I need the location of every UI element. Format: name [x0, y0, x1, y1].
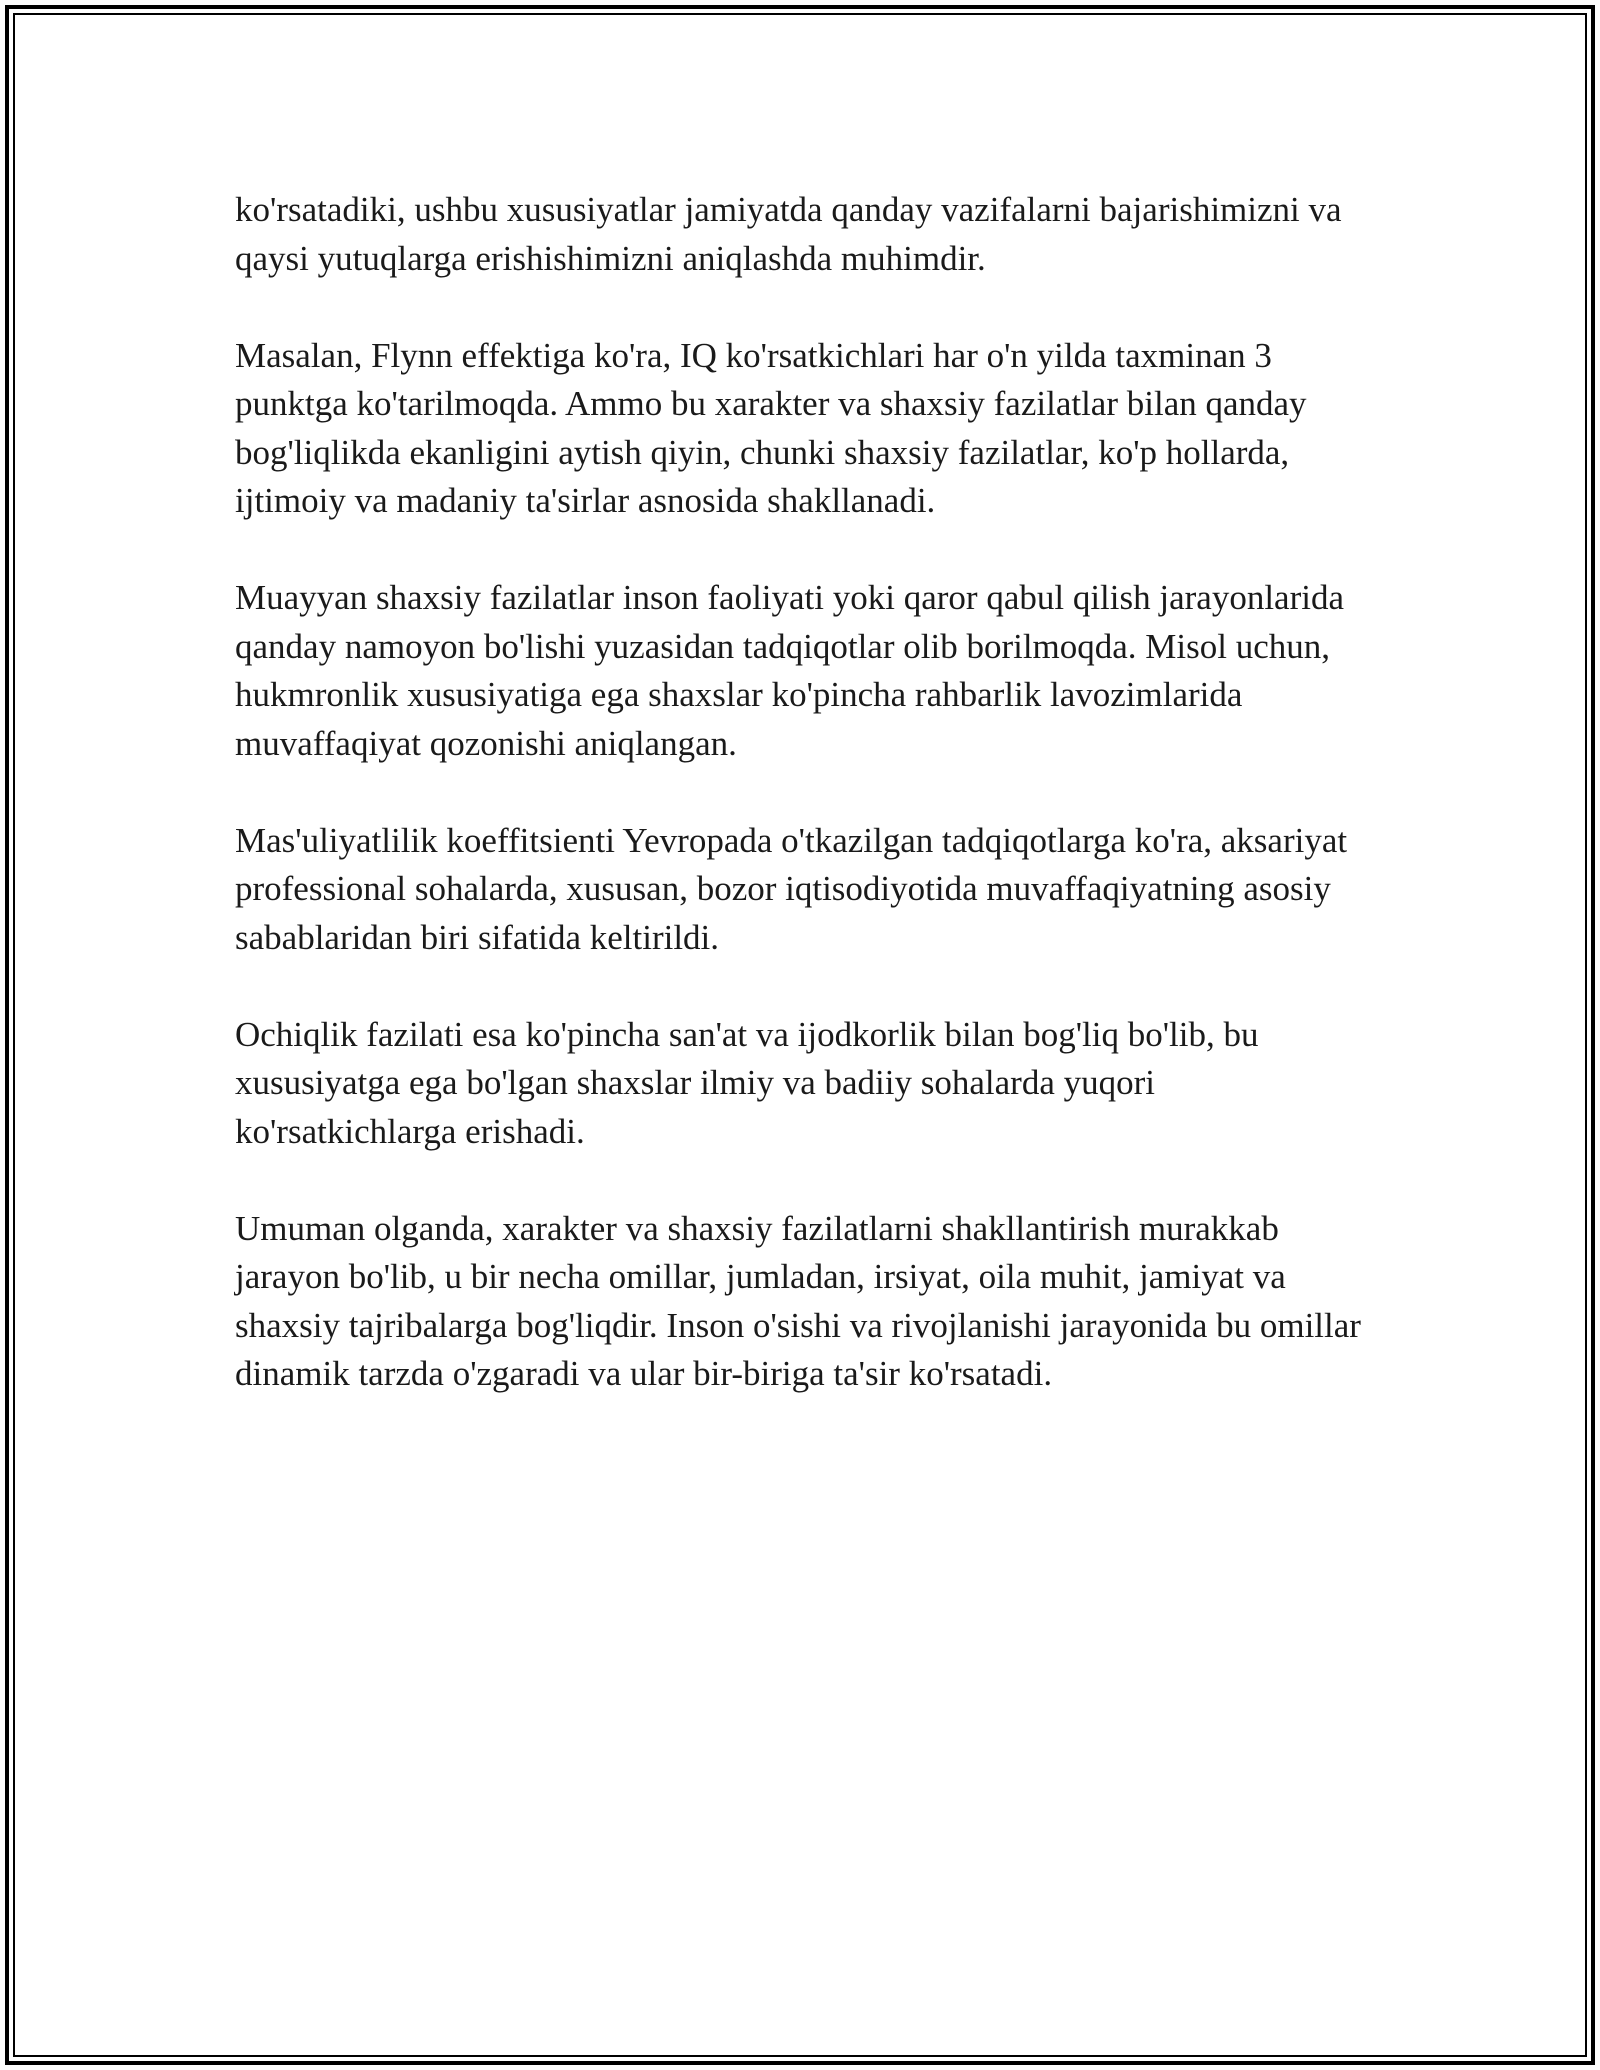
- document-body: [235, 186, 1375, 1399]
- paragraph-5: Ochiqlik fazilati esa ko'pincha san'at va ijodkorlik bilan bog'liq bo'lib, bu xususiyatga ega bo'lgan shaxslar ilmiy va badiiy sohalarda yuqori ko'rsatkichlarga erishadi.: [235, 1014, 1259, 1151]
- paragraph-4: Mas'uliyatlilik koeffitsienti Yevropada o'tkazilgan tadqiqotlarga ko'ra, aksariyat professional sohalarda, xususan, bozor iqtisodiyotida muvaffaqiyatning asosiy sabablaridan biri sifatida keltirildi.: [235, 820, 1348, 957]
- paragraph-1: ko'rsatadiki, ushbu xususiyatlar jamiyatda qanday vazifalarni bajarishimizni va qaysi yutuqlarga erishishimizni aniqlashda muhimdir.: [235, 190, 1342, 278]
- paragraph-6: Umuman olganda, xarakter va shaxsiy fazilatlarni shakllantirish murakkab jarayon bo'lib, u bir necha omillar, jumladan, irsiyat, oila muhit, jamiyat va shaxsiy tajribalarga bog'liqdir. Inson o'sishi va rivojlanishi jarayonida bu omillar dinamik tarzda o'zgaradi va ular bir-biriga ta'sir ko'rsatadi.: [235, 1208, 1361, 1393]
- paragraph-2: Masalan, Flynn effektiga ko'ra, IQ ko'rsatkichlari har o'n yilda taxminan 3 punktga ko'tarilmoqda. Ammo bu xarakter va shaxsiy fazilatlar bilan qanday bog'liqlikda ekanligini aytish qiyin, chunki shaxsiy fazilatlar, ko'p hollarda, ijtimoiy va madaniy ta'sirlar asnosida shakllanadi.: [235, 335, 1307, 520]
- paragraph-3: Muayyan shaxsiy fazilatlar inson faoliyati yoki qaror qabul qilish jarayonlarida qanday namoyon bo'lishi yuzasidan tadqiqotlar olib borilmoqda. Misol uchun, hukmronlik xususiyatiga ega shaxslar ko'pincha rahbarlik lavozimlarida muvaffaqiyat qozonishi aniqlangan.: [235, 578, 1344, 763]
